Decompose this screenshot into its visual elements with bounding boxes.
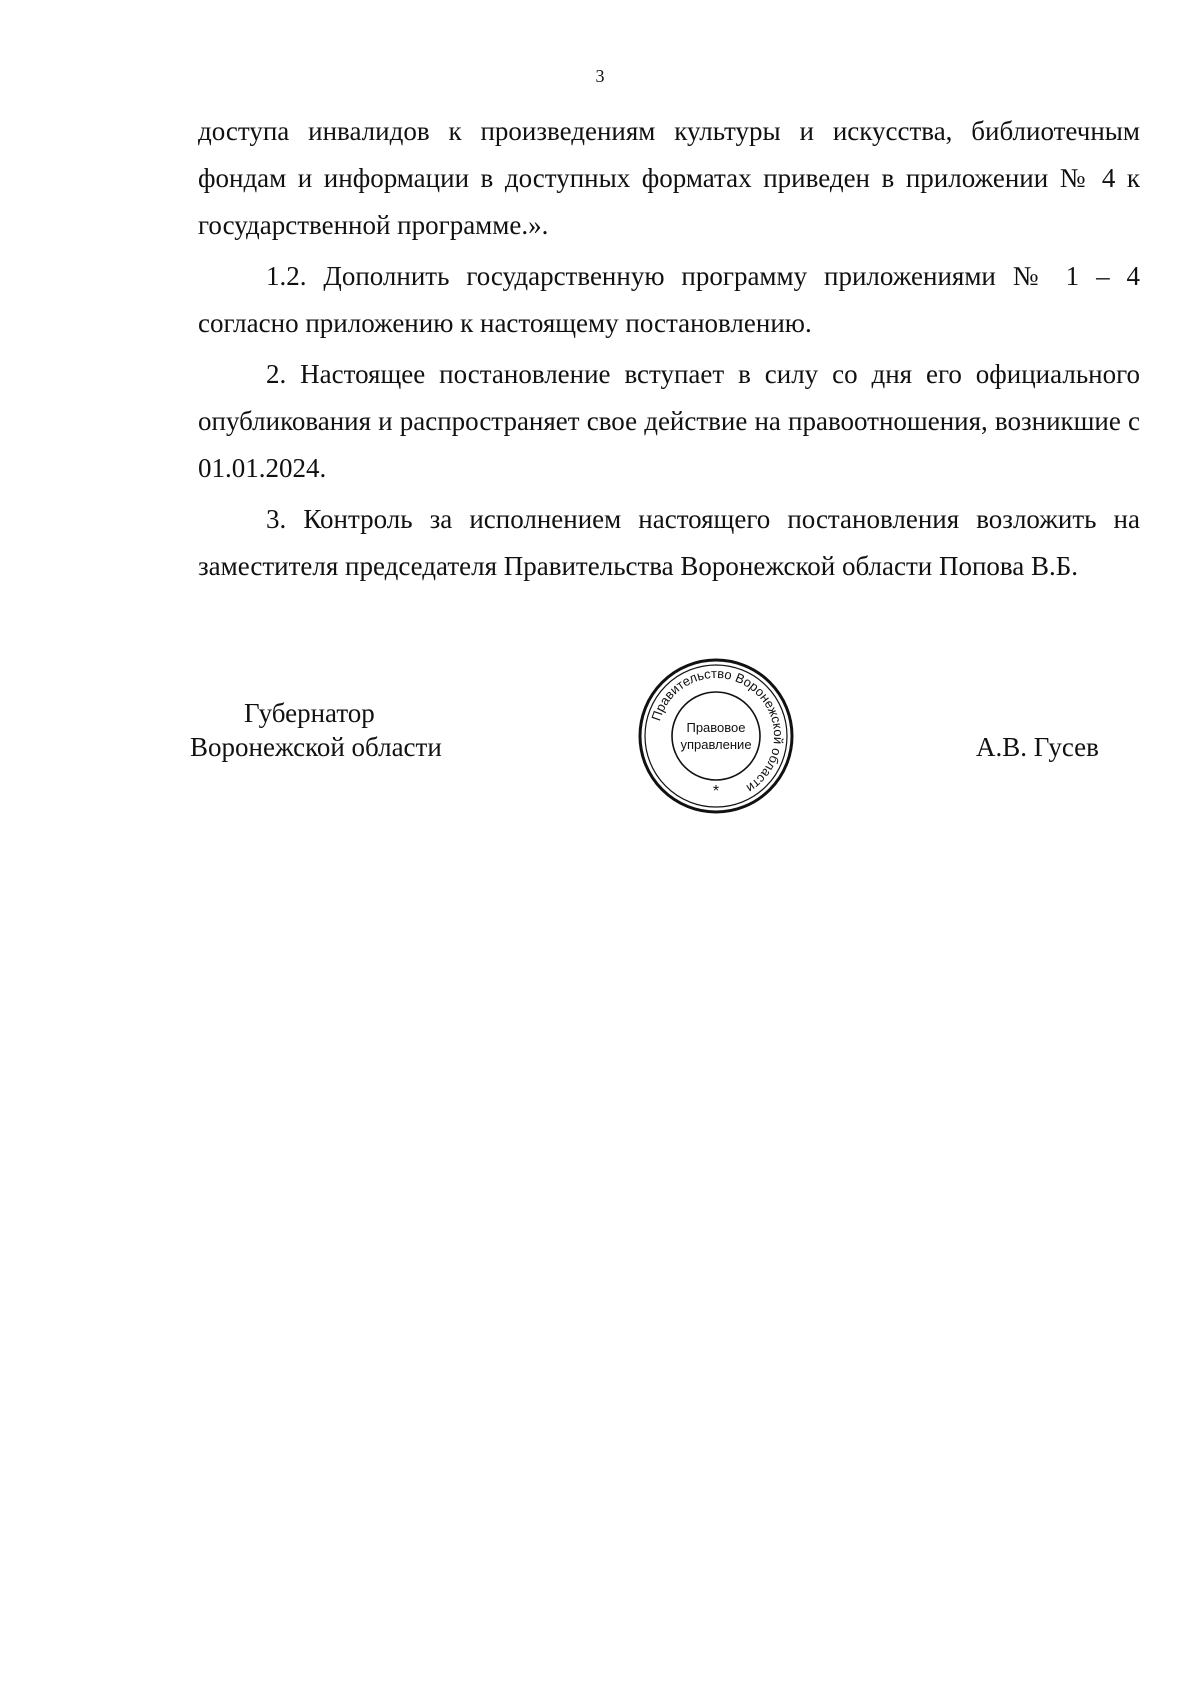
stamp-star-icon: * (712, 783, 720, 800)
signatory-position: Губернатор (244, 698, 375, 728)
stamp-center-line1: Правовое (686, 720, 746, 735)
signatory-region: Воронежской области (190, 732, 442, 762)
page-number: 3 (595, 66, 605, 86)
paragraph-2: 2. Настоящее постановление вступает в силу со дня его официального опубликования и распространяет свое действие на правоотношения, возникшие с 01.01.2024. (198, 359, 1140, 483)
paragraph-1-2: 1.2. Дополнить государственную программу приложениями № 1 – 4 согласно приложению к настоящему постановлению. (198, 261, 1140, 338)
paragraph-3: 3. Контроль за исполнением настоящего постановления возложить на заместителя председателя Правительства Воронежской области Попова В.Б. (198, 504, 1140, 581)
stamp-seal-graphic (636, 656, 796, 816)
stamp-center-line2: управление (680, 737, 752, 752)
paragraph-continuation: доступа инвалидов к произведениям культуры и искусства, библиотечным фондам и информации в доступных форматах приведен в приложении № 4 к государственной программе.». (198, 116, 1140, 240)
official-stamp (636, 656, 796, 816)
document-body (198, 108, 1140, 594)
signatory-title (190, 696, 442, 764)
signatory-name: А.В. Гусев (976, 732, 1099, 762)
stamp-ring-text: Правительство Воронежской области (648, 665, 787, 797)
